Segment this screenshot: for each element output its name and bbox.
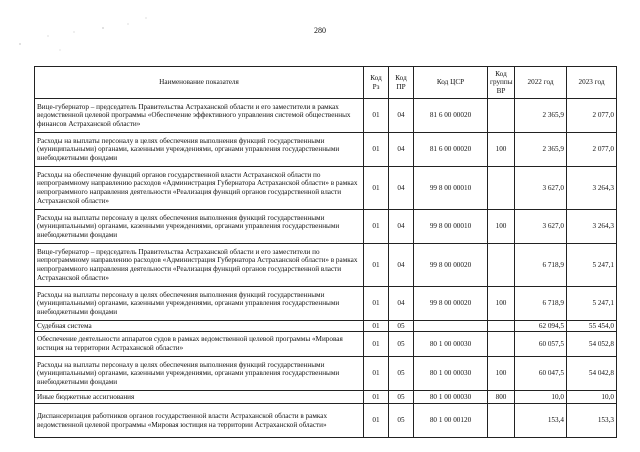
row-rz: 01 <box>364 404 389 438</box>
table-row <box>35 404 617 438</box>
row-2022: 153,4 <box>515 404 567 438</box>
table-row <box>35 210 617 244</box>
row-pr: 04 <box>389 133 414 167</box>
row-vr <box>488 321 515 332</box>
row-csr: 99 8 00 00020 <box>414 244 488 287</box>
row-2023: 2 077,0 <box>567 99 617 133</box>
header-2022: 2022 год <box>515 67 567 99</box>
row-pr: 04 <box>389 99 414 133</box>
row-name: Вице-губернатор – председатель Правительства Астраханской области и его заместители в рамках ведомственной целевой программы «Обеспечение эффективного управления системой общественных финансов Астраханской области» <box>35 99 364 133</box>
row-2022: 3 627,0 <box>515 210 567 244</box>
row-2022: 10,0 <box>515 391 567 404</box>
row-rz: 01 <box>364 391 389 404</box>
row-2023: 54 042,8 <box>567 357 617 391</box>
table-header-row <box>35 67 617 99</box>
row-pr: 05 <box>389 321 414 332</box>
row-name: Расходы на выплаты персоналу в целях обеспечения выполнения функций государственными (муниципальными) органами, казенными учреждениями, органами управления государственными внебюджетными фондами <box>35 357 364 391</box>
row-2023: 10,0 <box>567 391 617 404</box>
row-vr <box>488 404 515 438</box>
table-row <box>35 99 617 133</box>
row-name: Расходы на выплаты персоналу в целях обеспечения выполнения функций государственными (муниципальными) органами, казенными учреждениями, органами управления государственными внебюджетными фондами <box>35 133 364 167</box>
row-name: Расходы на выплаты персоналу в целях обеспечения выполнения функций государственными (муниципальными) органами, казенными учреждениями, органами управления государственными внебюджетными фондами <box>35 287 364 321</box>
table-row <box>35 321 617 332</box>
row-2023: 54 052,8 <box>567 332 617 357</box>
row-name: Судебная система <box>35 321 364 332</box>
header-csr: Код ЦСР <box>414 67 488 99</box>
row-csr: 81 6 00 00020 <box>414 99 488 133</box>
row-pr: 05 <box>389 391 414 404</box>
row-vr <box>488 167 515 210</box>
table-row <box>35 244 617 287</box>
row-name: Вице-губернатор – председатель Правительства Астраханской области и его заместители по непрограммному направлению расходов «Администрация Губернатора Астраханской области» в рамках непрограммного направления деятельности «Реализация функций органов государственной власти Астраханской области» <box>35 244 364 287</box>
row-2023: 2 077,0 <box>567 133 617 167</box>
row-rz: 01 <box>364 244 389 287</box>
header-pr: Код ПР <box>389 67 414 99</box>
row-pr: 05 <box>389 332 414 357</box>
row-csr: 80 1 00 00030 <box>414 332 488 357</box>
table-row <box>35 332 617 357</box>
row-rz: 01 <box>364 167 389 210</box>
row-2023: 5 247,1 <box>567 244 617 287</box>
table-row <box>35 167 617 210</box>
header-name: Наименование показателя <box>35 67 364 99</box>
table-row <box>35 357 617 391</box>
table-row <box>35 287 617 321</box>
row-vr: 100 <box>488 357 515 391</box>
row-rz: 01 <box>364 133 389 167</box>
row-2023: 3 264,3 <box>567 210 617 244</box>
row-vr: 100 <box>488 287 515 321</box>
row-2023: 55 454,0 <box>567 321 617 332</box>
row-rz: 01 <box>364 321 389 332</box>
row-2022: 3 627,0 <box>515 167 567 210</box>
row-pr: 04 <box>389 287 414 321</box>
row-csr: 99 8 00 00020 <box>414 287 488 321</box>
header-2023: 2023 год <box>567 67 617 99</box>
row-csr: 81 6 00 00020 <box>414 133 488 167</box>
row-2022: 6 718,9 <box>515 287 567 321</box>
row-csr: 99 8 00 00010 <box>414 167 488 210</box>
row-pr: 05 <box>389 404 414 438</box>
row-2023: 3 264,3 <box>567 167 617 210</box>
row-pr: 04 <box>389 210 414 244</box>
row-pr: 04 <box>389 244 414 287</box>
row-vr: 800 <box>488 391 515 404</box>
row-pr: 04 <box>389 167 414 210</box>
row-name: Расходы на обеспечение функций органов государственной власти Астраханской области по непрограммному направлению расходов «Администрация Губернатора Астраханской области» в рамках непрограммного направления деятельности «Реализация функций органов государственной власти Астраханской области» <box>35 167 364 210</box>
row-rz: 01 <box>364 332 389 357</box>
row-vr <box>488 244 515 287</box>
table-row <box>35 391 617 404</box>
row-2022: 6 718,9 <box>515 244 567 287</box>
row-name: Диспансеризация работников органов государственной власти Астраханской области в рамках ведомственной целевой программы «Мировая юстиция на территории Астраханской области» <box>35 404 364 438</box>
row-rz: 01 <box>364 99 389 133</box>
header-rz: Код Рз <box>364 67 389 99</box>
row-vr: 100 <box>488 133 515 167</box>
row-2023: 153,3 <box>567 404 617 438</box>
row-2023: 5 247,1 <box>567 287 617 321</box>
row-rz: 01 <box>364 357 389 391</box>
row-csr: 99 8 00 00010 <box>414 210 488 244</box>
row-2022: 60 047,5 <box>515 357 567 391</box>
table-row <box>35 133 617 167</box>
row-vr <box>488 332 515 357</box>
row-name: Иные бюджетные ассигнования <box>35 391 364 404</box>
page-number: 280 <box>314 26 326 35</box>
row-csr: 80 1 00 00120 <box>414 404 488 438</box>
row-2022: 60 057,5 <box>515 332 567 357</box>
row-csr <box>414 321 488 332</box>
row-rz: 01 <box>364 287 389 321</box>
row-2022: 2 365,9 <box>515 133 567 167</box>
budget-table <box>34 66 617 438</box>
row-vr: 100 <box>488 210 515 244</box>
row-vr <box>488 99 515 133</box>
row-2022: 62 094,5 <box>515 321 567 332</box>
row-pr: 05 <box>389 357 414 391</box>
row-rz: 01 <box>364 210 389 244</box>
row-csr: 80 1 00 00030 <box>414 357 488 391</box>
row-name: Обеспечение деятельности аппаратов судов в рамках ведомственной целевой программы «Мировая юстиция на территории Астраханской области» <box>35 332 364 357</box>
header-vr: Код группы ВР <box>488 67 515 99</box>
row-csr: 80 1 00 00030 <box>414 391 488 404</box>
row-name: Расходы на выплаты персоналу в целях обеспечения выполнения функций государственными (муниципальными) органами, казенными учреждениями, органами управления государственными внебюджетными фондами <box>35 210 364 244</box>
row-2022: 2 365,9 <box>515 99 567 133</box>
